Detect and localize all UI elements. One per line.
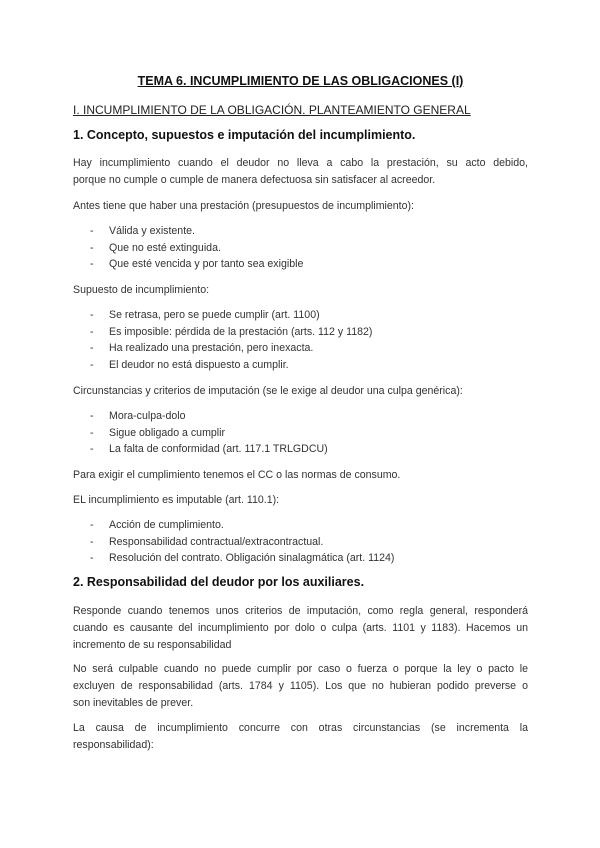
imputable-list [90, 517, 394, 567]
section1-heading: 1. Concepto, supuestos e imputación del incumplimiento. [73, 128, 416, 142]
circunstancias-label: Circunstancias y criterios de imputación (se le exige al deudor una culpa genérica): [73, 385, 463, 397]
list-item: - Ha realizado una prestación, pero inexacta. [90, 340, 372, 357]
presupuestos-list [90, 223, 303, 273]
circunstancias-list [90, 408, 328, 458]
imputable-label: EL incumplimiento es imputable (art. 110.1): [73, 494, 280, 506]
section2-heading: 2. Responsabilidad del deudor por los auxiliares. [73, 575, 365, 589]
para-line: incremento de su responsabilidad [73, 639, 232, 651]
intro-line: porque no cumple o cumple de manera defectuosa sin satisfacer al acreedor. [73, 174, 436, 186]
para-line: La causa de incumplimiento concurre con otras circunstancias (se incrementa la [73, 722, 528, 734]
exigir-text: Para exigir el cumplimiento tenemos el CC o las normas de consumo. [73, 469, 401, 481]
list-item: - Válida y existente. [90, 223, 303, 240]
section2-para2 [73, 661, 528, 712]
para-line: son inevitables de prever. [73, 697, 194, 709]
list-dash: - [90, 309, 94, 321]
list-item: - Que no esté extinguida. [90, 240, 303, 257]
supuesto-label: Supuesto de incumplimiento: [73, 284, 210, 296]
list-dash: - [90, 258, 94, 270]
section2-para1 [73, 603, 528, 654]
presupuestos-label: Antes tiene que haber una prestación (presupuestos de incumplimiento): [73, 200, 414, 212]
para-line: cuando es causante del incumplimiento por dolo o culpa (arts. 1101 y 1183). Hacemos un [73, 622, 528, 634]
list-dash: - [90, 443, 94, 455]
list-item: - Mora-culpa-dolo [90, 408, 328, 425]
list-item: - La falta de conformidad (art. 117.1 TRLGDCU) [90, 441, 328, 458]
intro-line: Hay incumplimiento cuando el deudor no lleva a cabo la prestación, su acto debido, [73, 157, 528, 169]
list-dash: - [90, 519, 94, 531]
list-item: - Se retrasa, pero se puede cumplir (art. 1100) [90, 307, 372, 324]
list-item: - Responsabilidad contractual/extracontractual. [90, 534, 394, 551]
list-item: - Resolución del contrato. Obligación sinalagmática (art. 1124) [90, 550, 394, 567]
list-dash: - [90, 342, 94, 354]
list-dash: - [90, 225, 94, 237]
list-dash: - [90, 552, 94, 564]
list-item: - Que esté vencida y por tanto sea exigible [90, 256, 303, 273]
list-item: - El deudor no está dispuesto a cumplir. [90, 357, 372, 374]
section2-para3 [73, 720, 528, 754]
section-subtitle: I. INCUMPLIMIENTO DE LA OBLIGACIÓN. PLANTEAMIENTO GENERAL [73, 103, 471, 117]
list-dash: - [90, 426, 94, 439]
list-item: - Acción de cumplimiento. [90, 517, 394, 534]
para-line: No será culpable cuando no puede cumplir por caso o fuerza o porque la ley o pacto le [73, 663, 528, 675]
section1-intro [73, 155, 528, 189]
list-item: - Es imposible: pérdida de la prestación (arts. 112 y 1182) [90, 324, 372, 341]
list-dash: - [90, 535, 94, 548]
list-item: - Sigue obligado a cumplir [90, 425, 328, 442]
page-title: TEMA 6. INCUMPLIMIENTO DE LAS OBLIGACIONES (I) [137, 74, 464, 88]
list-dash: - [90, 241, 94, 254]
list-dash: - [90, 410, 94, 422]
para-line: Responde cuando tenemos unos criterios de imputación, como regla general, responderá [73, 605, 528, 617]
para-line: excluyen de responsabilidad (arts. 1784 y 1105). Los que no hubieran podido preverse o [73, 680, 528, 692]
supuestos-list [90, 307, 372, 373]
para-line: responsabilidad): [73, 739, 154, 751]
list-dash: - [90, 358, 94, 371]
list-dash: - [90, 325, 94, 338]
